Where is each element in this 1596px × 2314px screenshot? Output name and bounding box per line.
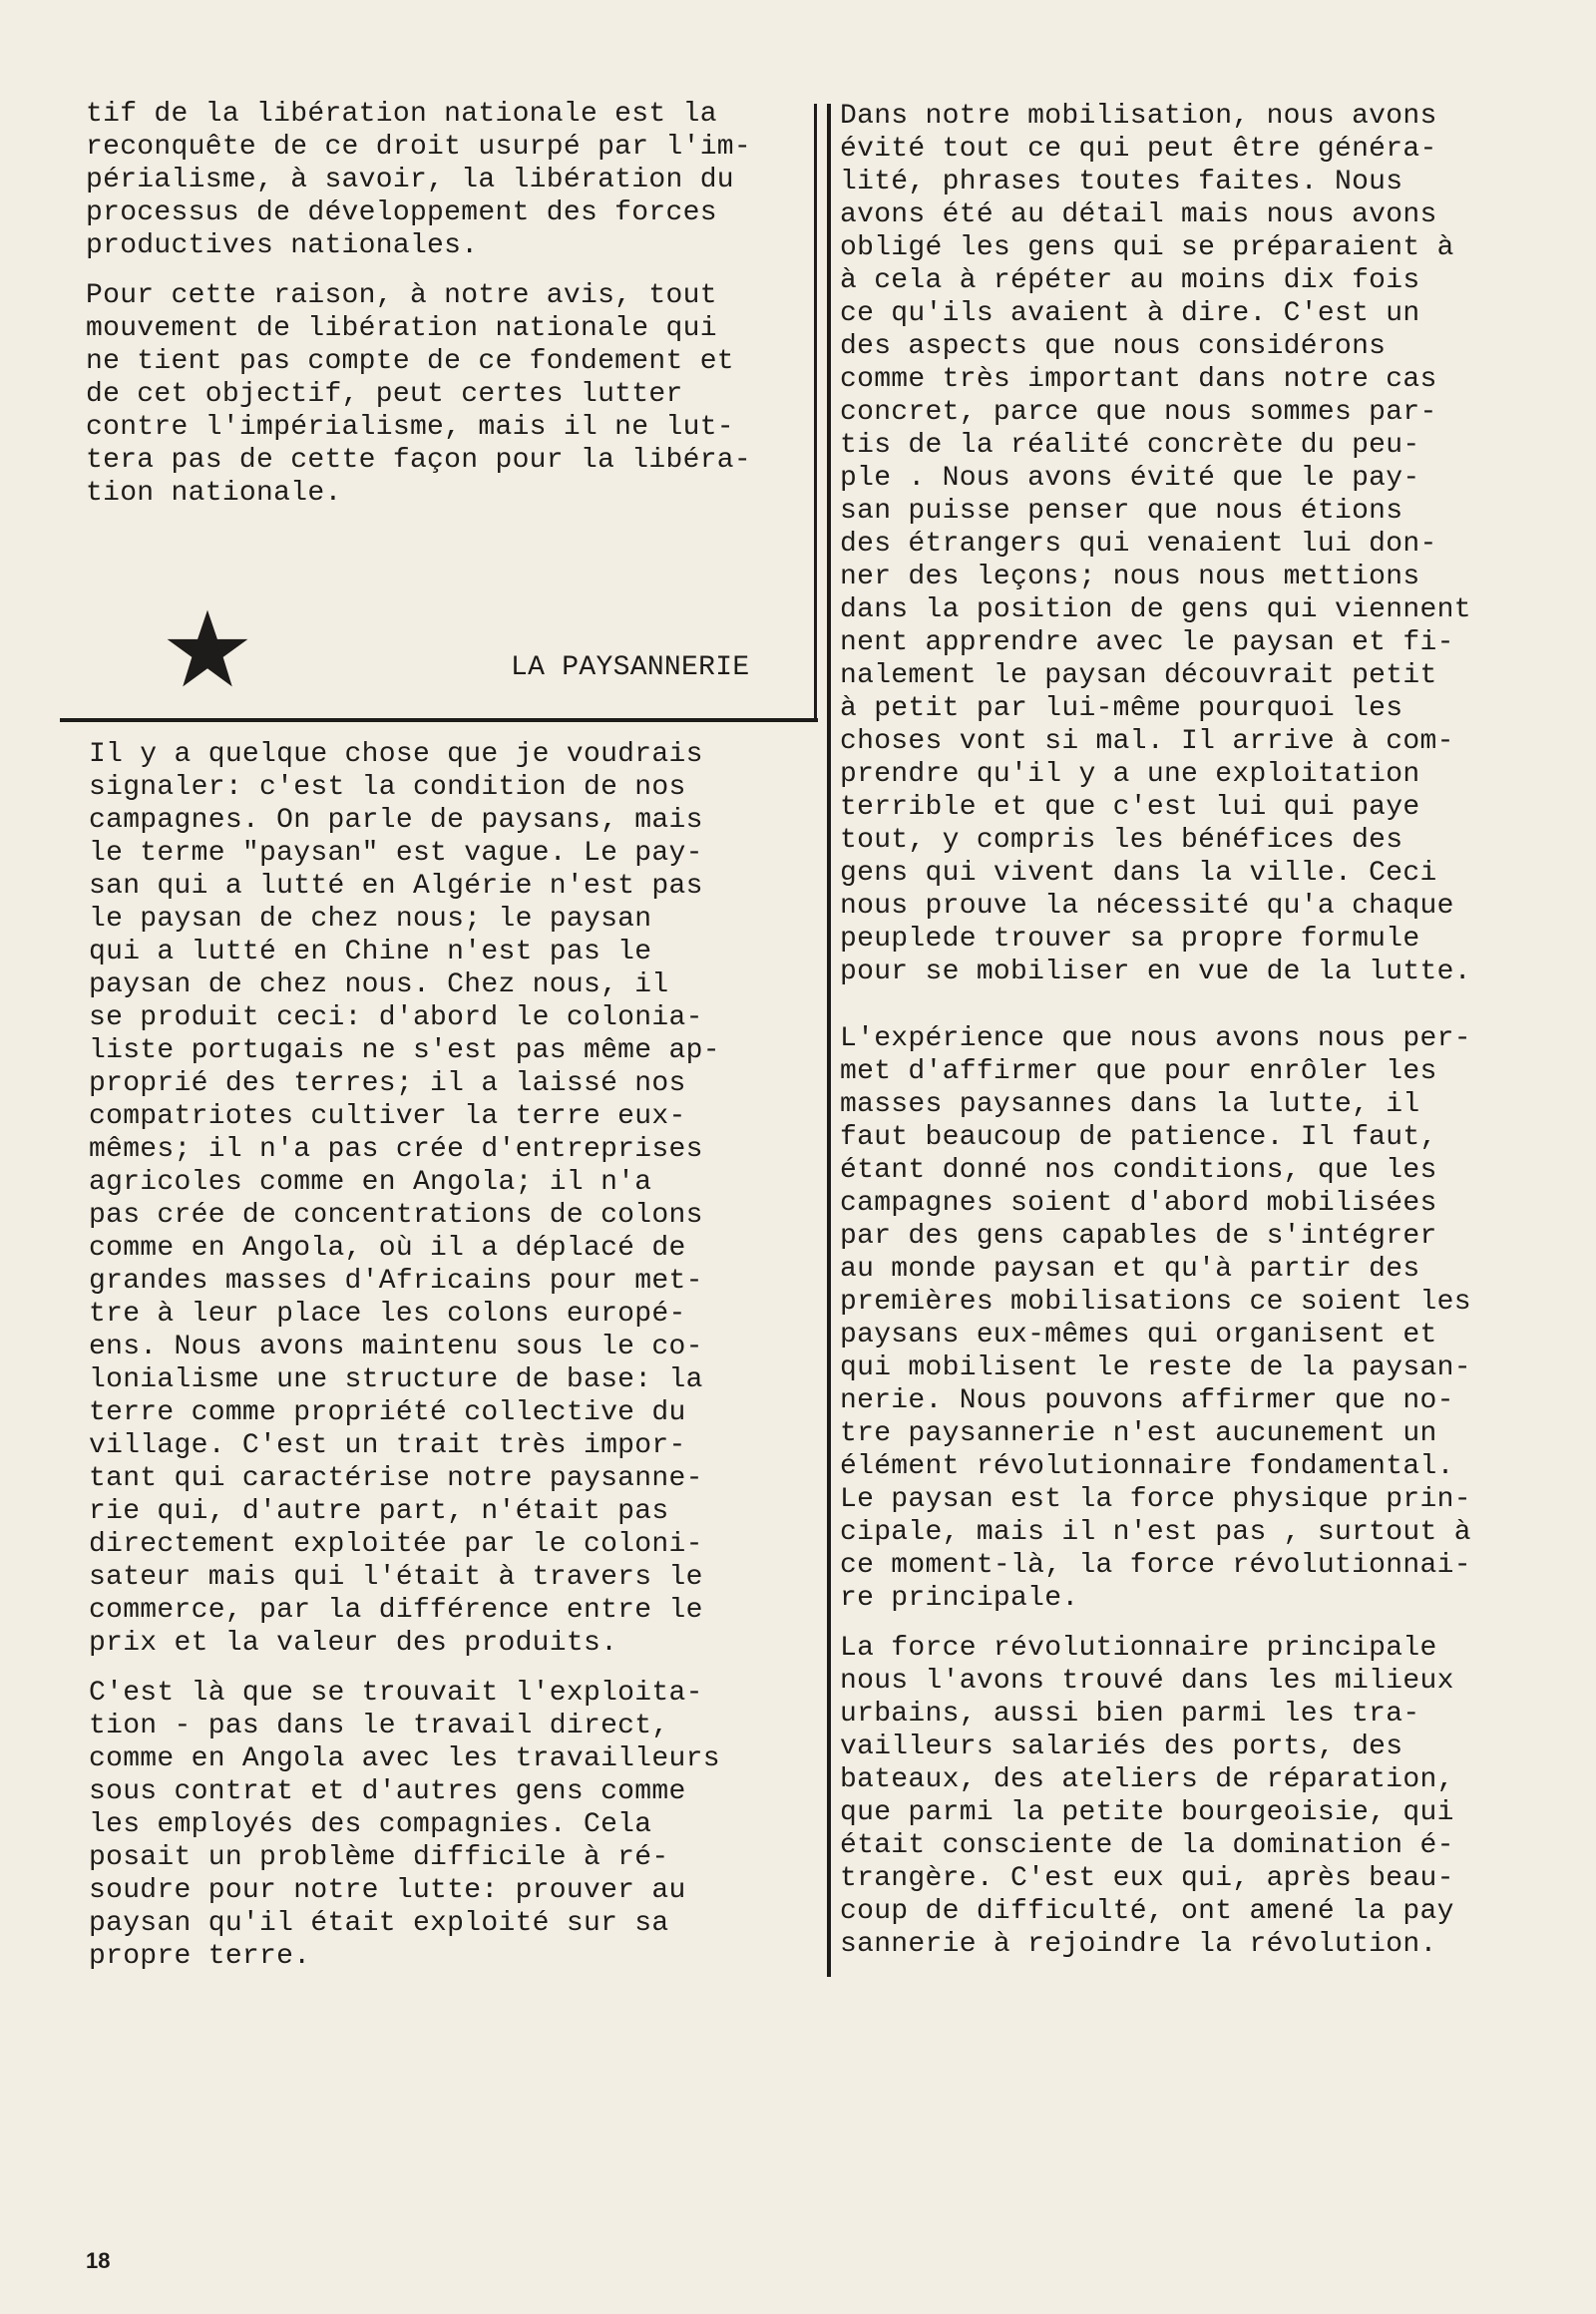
text-line: comme en Angola, où il a déplacé de [89, 1233, 686, 1264]
text-line: périalisme, à savoir, la libération du [86, 165, 734, 195]
text-line: de cet objectif, peut certes lutter [86, 379, 683, 410]
text-line: terre comme propriété collective du [89, 1397, 686, 1428]
text-line: nous l'avons trouvé dans les milieux [840, 1666, 1454, 1697]
text-line: nerie. Nous pouvons affirmer que no- [840, 1385, 1454, 1416]
text-line: rie qui, d'autre part, n'était pas [89, 1496, 669, 1527]
text-line: élément révolutionnaire fondamental. [840, 1451, 1454, 1482]
text-line: Il y a quelque chose que je voudrais [89, 739, 703, 770]
text-line: reconquête de ce droit usurpé par l'im- [86, 132, 752, 163]
text-line: coup de difficulté, ont amené la pay [840, 1896, 1454, 1927]
text-line: Pour cette raison, à notre avis, tout [86, 280, 717, 311]
text-line: nalement le paysan découvrait petit [840, 660, 1437, 691]
text-line: signaler: c'est la condition de nos [89, 772, 686, 803]
text-line: sateur mais qui l'était à travers le [89, 1562, 703, 1593]
text-line: sannerie à rejoindre la révolution. [840, 1929, 1437, 1960]
text-line: grandes masses d'Africains pour met- [89, 1266, 703, 1297]
text-line: san puisse penser que nous étions [840, 496, 1403, 527]
text-line: trangère. C'est eux qui, après beau- [840, 1863, 1454, 1894]
text-line: village. C'est un trait très impor- [89, 1430, 686, 1461]
text-line: gens qui vivent dans la ville. Ceci [840, 858, 1437, 889]
text-line: peuplede trouver sa propre formule [840, 924, 1420, 955]
page-number: 18 [86, 2248, 111, 2273]
text-line: était consciente de la domination é- [840, 1830, 1454, 1861]
text-line: comme en Angola avec les travailleurs [89, 1743, 720, 1774]
text-line: campagnes. On parle de paysans, mais [89, 805, 703, 836]
text-line: paysan de chez nous. Chez nous, il [89, 969, 669, 1000]
text-line: à cela à répéter au moins dix fois [840, 265, 1420, 296]
text-line: re principale. [840, 1583, 1079, 1614]
text-line: L'expérience que nous avons nous per- [840, 1023, 1471, 1054]
text-line: les employés des compagnies. Cela [89, 1809, 652, 1840]
text-line: étant donné nos conditions, que les [840, 1155, 1437, 1186]
text-line: des étrangers qui venaient lui don- [840, 529, 1437, 560]
text-line: directement exploitée par le coloni- [89, 1529, 703, 1560]
paragraph-gap [86, 262, 751, 279]
text-line: C'est là que se trouvait l'exploita- [89, 1678, 703, 1709]
text-line: mêmes; il n'a pas crée d'entreprises [89, 1134, 703, 1165]
text-line: tif de la libération nationale est la [86, 99, 717, 130]
text-line: processus de développement des forces [86, 197, 717, 228]
text-line: ple . Nous avons évité que le pay- [840, 463, 1420, 494]
text-line: propre terre. [89, 1941, 311, 1972]
text-line: se produit ceci: d'abord le colonia- [89, 1002, 703, 1033]
text-line: obligé les gens qui se préparaient à [840, 232, 1454, 263]
text-line: proprié des terres; il a laissé nos [89, 1068, 686, 1099]
text-line: tera pas de cette façon pour la libéra- [86, 445, 752, 476]
text-line: tant qui caractérise notre paysanne- [89, 1463, 703, 1494]
section-title: LA PAYSANNERIE [511, 652, 750, 683]
column-divider-short [814, 104, 817, 718]
text-line: par des gens capables de s'intégrer [840, 1221, 1437, 1252]
text-line: tion - pas dans le travail direct, [89, 1711, 669, 1741]
text-line: agricoles comme en Angola; il n'a [89, 1167, 652, 1198]
text-line: paysan qu'il était exploité sur sa [89, 1908, 669, 1939]
text-line: bateaux, des ateliers de réparation, [840, 1764, 1454, 1795]
section-horizontal-rule [60, 718, 818, 722]
text-line: sous contrat et d'autres gens comme [89, 1776, 686, 1807]
text-line: évité tout ce qui peut être généra- [840, 134, 1437, 165]
text-line: san qui a lutté en Algérie n'est pas [89, 871, 703, 902]
text-line: met d'affirmer que pour enrôler les [840, 1056, 1437, 1087]
text-line: vailleurs salariés des ports, des [840, 1732, 1403, 1762]
text-line: ner des leçons; nous nous mettions [840, 562, 1420, 592]
text-line: prendre qu'il y a une exploitation [840, 759, 1420, 790]
text-line: comme très important dans notre cas [840, 364, 1437, 395]
text-line: qui a lutté en Chine n'est pas le [89, 937, 652, 967]
text-line: urbains, aussi bien parmi les tra- [840, 1699, 1420, 1730]
text-line: lonialisme une structure de base: la [89, 1364, 703, 1395]
text-line: ens. Nous avons maintenu sous le co- [89, 1332, 703, 1362]
text-line: nent apprendre avec le paysan et fi- [840, 627, 1454, 658]
text-line: choses vont si mal. Il arrive à com- [840, 726, 1454, 757]
text-line: soudre pour notre lutte: prouver au [89, 1875, 686, 1906]
text-line: paysans eux-mêmes qui organisent et [840, 1320, 1437, 1350]
text-line: ne tient pas compte de ce fondement et [86, 346, 734, 377]
text-line: nous prouve la nécessité qu'a chaque [840, 891, 1454, 922]
text-line: posait un problème difficile à ré- [89, 1842, 669, 1873]
text-line: tout, y compris les bénéfices des [840, 825, 1403, 856]
text-line: tre à leur place les colons europé- [89, 1299, 686, 1330]
column-divider [827, 104, 831, 1977]
text-line: masses paysannes dans la lutte, il [840, 1089, 1420, 1120]
star-icon [165, 608, 250, 688]
text-line: terrible et que c'est lui qui paye [840, 792, 1420, 823]
text-line: prix et la valeur des produits. [89, 1628, 618, 1659]
text-line: le paysan de chez nous; le paysan [89, 904, 652, 935]
paragraph-gap [89, 1660, 720, 1677]
text-line: campagnes soient d'abord mobilisées [840, 1188, 1437, 1219]
text-line: à petit par lui-même pourquoi les [840, 693, 1403, 724]
text-line: tion nationale. [86, 478, 342, 509]
text-line: cipale, mais il n'est pas , surtout à [840, 1517, 1471, 1548]
text-line: avons été au détail mais nous avons [840, 199, 1437, 230]
text-line: contre l'impérialisme, mais il ne lut- [86, 412, 734, 443]
text-line: le terme "paysan" est vague. Le pay- [89, 838, 703, 869]
right-column-text [840, 100, 1471, 1961]
paragraph-gap [840, 1615, 1471, 1632]
text-line: compatriotes cultiver la terre eux- [89, 1101, 686, 1132]
text-line: dans la position de gens qui viennent [840, 594, 1471, 625]
text-line: faut beaucoup de patience. Il faut, [840, 1122, 1437, 1153]
left-column-top-text [86, 98, 751, 510]
text-line: premières mobilisations ce soient les [840, 1287, 1471, 1318]
text-line: lité, phrases toutes faites. Nous [840, 167, 1403, 197]
text-line: liste portugais ne s'est pas même ap- [89, 1035, 720, 1066]
text-line: que parmi la petite bourgeoisie, qui [840, 1797, 1454, 1828]
text-line: au monde paysan et qu'à partir des [840, 1254, 1420, 1285]
text-line: des aspects que nous considérons [840, 331, 1387, 362]
text-line: tre paysannerie n'est aucunement un [840, 1418, 1437, 1449]
text-line: pour se mobiliser en vue de la lutte. [840, 957, 1471, 987]
text-line: productives nationales. [86, 230, 479, 261]
text-line: commerce, par la différence entre le [89, 1595, 703, 1626]
paragraph-gap [840, 988, 1471, 1022]
text-line: ce moment-là, la force révolutionnai- [840, 1550, 1471, 1581]
text-line: pas crée de concentrations de colons [89, 1200, 703, 1231]
text-line: ce qu'ils avaient à dire. C'est un [840, 298, 1420, 329]
text-line: concret, parce que nous sommes par- [840, 397, 1437, 428]
text-line: Dans notre mobilisation, nous avons [840, 101, 1437, 132]
text-line: Le paysan est la force physique prin- [840, 1484, 1471, 1515]
text-line: qui mobilisent le reste de la paysan- [840, 1352, 1471, 1383]
text-line: La force révolutionnaire principale [840, 1633, 1437, 1664]
left-column-bottom-text [89, 738, 720, 1973]
text-line: tis de la réalité concrète du peu- [840, 430, 1420, 461]
text-line: mouvement de libération nationale qui [86, 313, 717, 344]
